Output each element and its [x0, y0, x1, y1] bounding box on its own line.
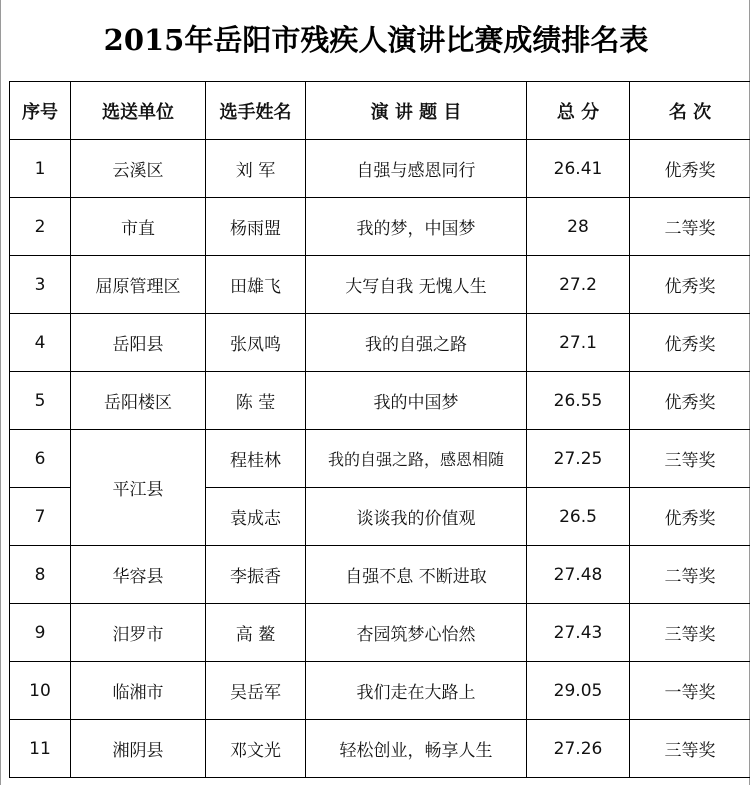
cell-name: 张凤鸣 [206, 314, 306, 372]
cell-name: 田雄飞 [206, 256, 306, 314]
cell-rank: 二等奖 [630, 198, 750, 256]
table-row [10, 604, 750, 662]
cell-rank: 优秀奖 [630, 488, 750, 546]
cell-topic: 自强与感恩同行 [306, 140, 527, 198]
cell-rank: 优秀奖 [630, 256, 750, 314]
cell-unit: 云溪区 [71, 140, 206, 198]
cell-unit: 湘阴县 [71, 720, 206, 778]
cell-index: 2 [10, 198, 71, 256]
cell-rank: 优秀奖 [630, 140, 750, 198]
cell-name: 刘 军 [206, 140, 306, 198]
page-title: 2015年岳阳市残疾人演讲比赛成绩排名表 [103, 23, 649, 57]
cell-topic: 我的梦，中国梦 [306, 198, 527, 256]
cell-name: 杨雨盟 [206, 198, 306, 256]
cell-index: 8 [10, 546, 71, 604]
cell-score: 27.25 [527, 430, 630, 488]
cell-name: 高 鳌 [206, 604, 306, 662]
header-topic: 演 讲 题 目 [306, 82, 527, 140]
cell-index: 11 [10, 720, 71, 778]
cell-score: 27.43 [527, 604, 630, 662]
cell-score: 27.26 [527, 720, 630, 778]
cell-rank: 优秀奖 [630, 372, 750, 430]
cell-index: 9 [10, 604, 71, 662]
cell-topic: 杏园筑梦心怡然 [306, 604, 527, 662]
cell-index: 4 [10, 314, 71, 372]
cell-unit: 汨罗市 [71, 604, 206, 662]
cell-score: 26.55 [527, 372, 630, 430]
table-row [10, 546, 750, 604]
cell-unit: 华容县 [71, 546, 206, 604]
cell-index: 1 [10, 140, 71, 198]
cell-rank: 三等奖 [630, 430, 750, 488]
table-row [10, 256, 750, 314]
cell-unit: 岳阳楼区 [71, 372, 206, 430]
cell-rank: 三等奖 [630, 604, 750, 662]
cell-rank: 二等奖 [630, 546, 750, 604]
cell-name: 吴岳军 [206, 662, 306, 720]
table-row [10, 314, 750, 372]
cell-topic: 我们走在大路上 [306, 662, 527, 720]
cell-name: 袁成志 [206, 488, 306, 546]
cell-score: 27.1 [527, 314, 630, 372]
cell-score: 27.48 [527, 546, 630, 604]
table-row [10, 198, 750, 256]
table-row [10, 140, 750, 198]
cell-name: 程桂林 [206, 430, 306, 488]
cell-rank: 一等奖 [630, 662, 750, 720]
cell-unit: 屈原管理区 [71, 256, 206, 314]
cell-score: 26.5 [527, 488, 630, 546]
cell-score: 27.2 [527, 256, 630, 314]
cell-name: 李振香 [206, 546, 306, 604]
cell-unit: 岳阳县 [71, 314, 206, 372]
cell-topic: 自强不息 不断进取 [306, 546, 527, 604]
cell-topic: 谈谈我的价值观 [306, 488, 527, 546]
cell-topic: 我的中国梦 [306, 372, 527, 430]
cell-score: 26.41 [527, 140, 630, 198]
cell-topic: 我的自强之路，感恩相随 [306, 430, 527, 488]
cell-unit: 临湘市 [71, 662, 206, 720]
cell-name: 邓文光 [206, 720, 306, 778]
table-row [10, 662, 750, 720]
cell-index: 6 [10, 430, 71, 488]
header-name: 选手姓名 [206, 82, 306, 140]
ranking-table [9, 81, 750, 778]
cell-name: 陈 莹 [206, 372, 306, 430]
cell-topic: 轻松创业，畅享人生 [306, 720, 527, 778]
cell-unit-merged: 平江县 [71, 430, 206, 546]
table-row [10, 430, 750, 488]
header-index: 序号 [10, 82, 71, 140]
cell-score: 28 [527, 198, 630, 256]
cell-index: 7 [10, 488, 71, 546]
cell-rank: 优秀奖 [630, 314, 750, 372]
cell-index: 10 [10, 662, 71, 720]
header-score: 总 分 [527, 82, 630, 140]
header-unit: 选送单位 [71, 82, 206, 140]
cell-unit: 市直 [71, 198, 206, 256]
cell-rank: 三等奖 [630, 720, 750, 778]
cell-index: 5 [10, 372, 71, 430]
table-row [10, 720, 750, 778]
cell-score: 29.05 [527, 662, 630, 720]
cell-index: 3 [10, 256, 71, 314]
table-header-row [10, 82, 750, 140]
cell-topic: 我的自强之路 [306, 314, 527, 372]
table-row [10, 372, 750, 430]
header-rank: 名 次 [630, 82, 750, 140]
cell-topic: 大写自我 无愧人生 [306, 256, 527, 314]
